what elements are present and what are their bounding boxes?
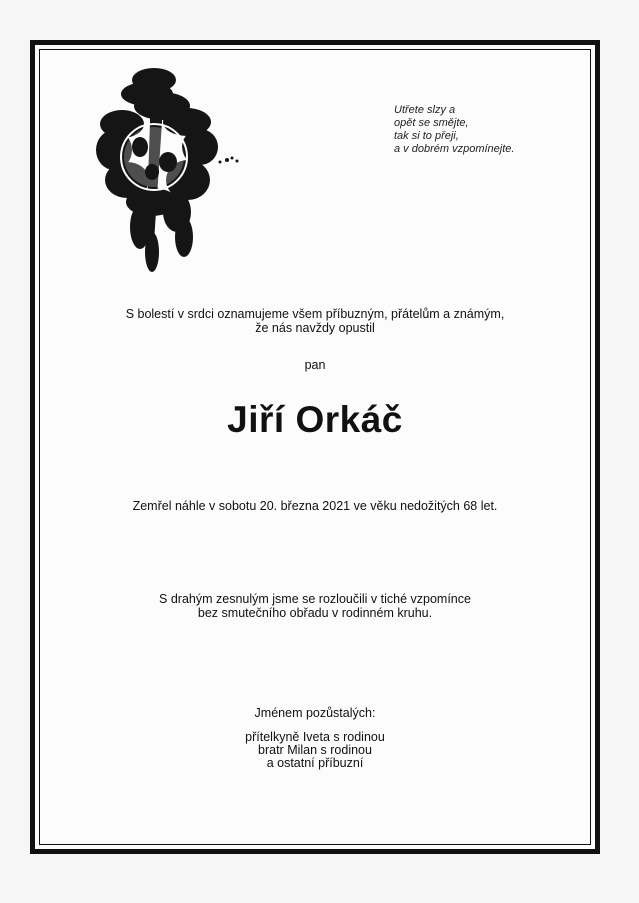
poem-line: tak si to přeji, [394,130,459,142]
signers-list [30,731,600,770]
poem-line: a v dobrém vzpomínejte. [394,143,515,155]
poem-line: Utřete slzy a [394,104,456,116]
announcement-intro [30,307,600,335]
honorific: pan [304,358,326,372]
farewell-line: S drahým zesnulým jsme se rozloučili v tiché vzpomínce [159,592,471,606]
signer: a ostatní příbuzní [266,756,364,770]
farewell-text [30,592,600,620]
poem [394,104,514,156]
signature-heading: Jménem pozůstalých: [254,706,376,720]
intro-line: že nás navždy opustil [255,321,375,335]
signer: bratr Milan s rodinou [258,743,372,757]
poem-line: opět se smějte, [394,117,469,129]
death-line: Zemřel náhle v sobotu 20. března 2021 ve věku nedožitých 68 let. [132,499,498,513]
signer: přítelkyně Iveta s rodinou [245,730,385,744]
deceased-name: Jiří Orkáč [227,399,403,440]
tree-icon [92,62,252,282]
farewell-line: bez smutečního obřadu v rodinném kruhu. [197,606,433,620]
intro-line: S bolestí v srdci oznamujeme všem příbuzným, přátelům a známým, [125,307,505,321]
